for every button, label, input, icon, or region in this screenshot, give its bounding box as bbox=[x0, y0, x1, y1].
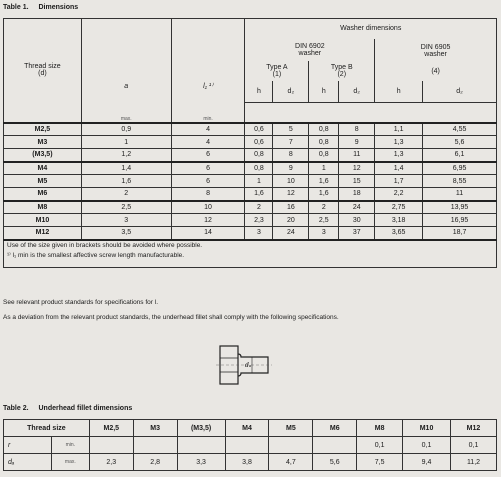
row-d2: 15 bbox=[339, 175, 375, 188]
row-h2: 1,6 bbox=[309, 188, 339, 201]
row-a: 1 bbox=[81, 136, 171, 149]
row-size: M4 bbox=[4, 162, 82, 175]
row-d3: 4,55 bbox=[423, 123, 497, 136]
row-size: (M3,5) bbox=[4, 149, 82, 162]
row-d1: 24 bbox=[273, 227, 309, 240]
t2-da-value: 4,7 bbox=[269, 454, 313, 471]
typeB-header bbox=[309, 61, 375, 81]
row-d3: 5,6 bbox=[423, 136, 497, 149]
row-h1: 0,6 bbox=[245, 136, 273, 149]
din6905-sub: washer bbox=[424, 51, 447, 58]
row-h2: 1 bbox=[309, 162, 339, 175]
row-h3: 1,4 bbox=[375, 162, 423, 175]
row-h2: 2,5 bbox=[309, 214, 339, 227]
col-l1-label: l₁ ¹⁾ bbox=[203, 82, 213, 90]
row-h2: 1,6 bbox=[309, 175, 339, 188]
row-l1: 8 bbox=[171, 188, 245, 201]
t2-r-value bbox=[177, 437, 225, 454]
h-header-a: h bbox=[245, 81, 273, 103]
row-h3: 1,7 bbox=[375, 175, 423, 188]
row-h1: 0,6 bbox=[245, 123, 273, 136]
t2-r-value bbox=[133, 437, 177, 454]
row-h2: 2 bbox=[309, 201, 339, 214]
t2-size: M8 bbox=[357, 420, 403, 437]
t2-size: M12 bbox=[450, 420, 496, 437]
t2-da-value: 9,4 bbox=[403, 454, 451, 471]
row-h2: 0,8 bbox=[309, 136, 339, 149]
d2-header-a: d₂ bbox=[273, 81, 309, 103]
row-h3: 2,75 bbox=[375, 201, 423, 214]
underhead-fillet-table bbox=[3, 419, 497, 471]
row-size: M2,5 bbox=[4, 123, 82, 136]
table1-caption bbox=[3, 4, 78, 11]
t2-size: M5 bbox=[269, 420, 313, 437]
row-h3: 1,3 bbox=[375, 149, 423, 162]
t2-da-unit: max. bbox=[51, 454, 89, 471]
table-row bbox=[4, 188, 497, 201]
row-a: 3,5 bbox=[81, 227, 171, 240]
t2-thread-size-label: Thread size bbox=[4, 420, 90, 437]
row-l1: 10 bbox=[171, 201, 245, 214]
t2-size: M10 bbox=[403, 420, 451, 437]
din6905-num: (4) bbox=[431, 68, 440, 75]
table-row bbox=[4, 454, 497, 471]
row-a: 2,5 bbox=[81, 201, 171, 214]
row-d2: 12 bbox=[339, 162, 375, 175]
t2-r-value: 0,1 bbox=[357, 437, 403, 454]
col-l1-unit: min. bbox=[203, 115, 213, 122]
row-size: M5 bbox=[4, 175, 82, 188]
typeA-header bbox=[245, 61, 309, 81]
typeB-label: Type B bbox=[330, 63, 353, 71]
row-d2: 30 bbox=[339, 214, 375, 227]
row-h1: 2 bbox=[245, 201, 273, 214]
h-header-b: h bbox=[309, 81, 339, 103]
row-l1: 6 bbox=[171, 149, 245, 162]
t2-da-value: 2,3 bbox=[89, 454, 133, 471]
t2-r-value bbox=[269, 437, 313, 454]
typeA-label: Type A bbox=[266, 63, 288, 71]
row-a: 2 bbox=[81, 188, 171, 201]
din6905-header bbox=[375, 39, 497, 81]
row-d3: 11 bbox=[423, 188, 497, 201]
row-h1: 0,8 bbox=[245, 162, 273, 175]
row-d2: 18 bbox=[339, 188, 375, 201]
table1-caption-title: Dimensions bbox=[38, 4, 79, 11]
row-h1: 1 bbox=[245, 175, 273, 188]
t2-r-symbol: r bbox=[4, 437, 52, 454]
typeB-num: (2) bbox=[337, 70, 347, 78]
t2-r-value bbox=[313, 437, 357, 454]
row-h3: 3,65 bbox=[375, 227, 423, 240]
t2-r-value bbox=[89, 437, 133, 454]
thread-size-label: Thread size bbox=[24, 63, 61, 71]
row-d3: 8,55 bbox=[423, 175, 497, 188]
bolt-fillet-figure bbox=[214, 340, 274, 390]
row-l1: 6 bbox=[171, 175, 245, 188]
table-row bbox=[4, 201, 497, 214]
d2-header-b: d₂ bbox=[339, 81, 375, 103]
row-d3: 6,95 bbox=[423, 162, 497, 175]
t2-size: M4 bbox=[225, 420, 269, 437]
row-d2: 24 bbox=[339, 201, 375, 214]
row-d1: 16 bbox=[273, 201, 309, 214]
din6902-sub: washer bbox=[298, 49, 322, 57]
table-row bbox=[4, 149, 497, 162]
t2-da-value: 2,8 bbox=[133, 454, 177, 471]
row-d3: 13,95 bbox=[423, 201, 497, 214]
t2-r-value: 0,1 bbox=[403, 437, 451, 454]
row-h3: 1,3 bbox=[375, 136, 423, 149]
table-row bbox=[4, 136, 497, 149]
row-h1: 2,3 bbox=[245, 214, 273, 227]
row-l1: 14 bbox=[171, 227, 245, 240]
row-l1: 4 bbox=[171, 136, 245, 149]
row-d1: 9 bbox=[273, 162, 309, 175]
row-l1: 4 bbox=[171, 123, 245, 136]
din6902-header bbox=[245, 39, 375, 61]
row-h1: 3 bbox=[245, 227, 273, 240]
row-size: M10 bbox=[4, 214, 82, 227]
table1-caption-num: Table 1. bbox=[3, 4, 29, 11]
row-d1: 10 bbox=[273, 175, 309, 188]
table2-header-row bbox=[4, 420, 497, 437]
t2-size: M6 bbox=[313, 420, 357, 437]
typeA-num: (1) bbox=[272, 70, 282, 78]
row-d2: 8 bbox=[339, 123, 375, 136]
table2-caption-title: Underhead fillet dimensions bbox=[38, 405, 133, 412]
row-d2: 37 bbox=[339, 227, 375, 240]
row-h2: 0,8 bbox=[309, 149, 339, 162]
h-header-c: h bbox=[375, 81, 423, 103]
table-row bbox=[4, 175, 497, 188]
t2-da-value: 5,6 bbox=[313, 454, 357, 471]
row-d1: 5 bbox=[273, 123, 309, 136]
t2-da-symbol: dₐ bbox=[4, 454, 52, 471]
row-h1: 0,8 bbox=[245, 149, 273, 162]
col-a-header bbox=[81, 19, 171, 123]
washer-dimensions-header: Washer dimensions bbox=[245, 19, 497, 39]
row-d3: 16,95 bbox=[423, 214, 497, 227]
col-l1-header bbox=[171, 19, 245, 123]
row-size: M8 bbox=[4, 201, 82, 214]
row-a: 1,6 bbox=[81, 175, 171, 188]
row-h3: 2,2 bbox=[375, 188, 423, 201]
t2-r-unit: min. bbox=[51, 437, 89, 454]
col-a-unit: max. bbox=[120, 115, 132, 122]
row-d1: 8 bbox=[273, 149, 309, 162]
t2-da-value: 11,2 bbox=[450, 454, 496, 471]
row-h1: 1,6 bbox=[245, 188, 273, 201]
table2-caption-num: Table 2. bbox=[3, 405, 29, 412]
dimensions-table bbox=[3, 18, 497, 268]
t2-da-value: 7,5 bbox=[357, 454, 403, 471]
para-deviation: As a deviation from the relevant product standards, the underhead fillet shall comply with the following specifications. bbox=[3, 314, 339, 321]
thread-size-symbol: (d) bbox=[38, 70, 47, 78]
t2-size: M3 bbox=[133, 420, 177, 437]
row-d3: 18,7 bbox=[423, 227, 497, 240]
thread-size-header bbox=[4, 19, 82, 123]
para-see-standards: See relevant product standards for specifications for l. bbox=[3, 299, 158, 306]
row-d1: 20 bbox=[273, 214, 309, 227]
row-d2: 9 bbox=[339, 136, 375, 149]
row-d3: 6,1 bbox=[423, 149, 497, 162]
row-a: 3 bbox=[81, 214, 171, 227]
din6905-label: DIN 6905 bbox=[420, 44, 451, 51]
din6902-label: DIN 6902 bbox=[295, 42, 325, 50]
d2-header-c: d₂ bbox=[423, 81, 497, 103]
row-h3: 1,1 bbox=[375, 123, 423, 136]
t2-r-value: 0,1 bbox=[450, 437, 496, 454]
row-h2: 3 bbox=[309, 227, 339, 240]
table-row bbox=[4, 214, 497, 227]
t2-da-value: 3,8 bbox=[225, 454, 269, 471]
t2-r-value bbox=[225, 437, 269, 454]
note-brackets: Use of the size given in brackets should be avoided where possible. bbox=[7, 241, 203, 249]
row-a: 1,4 bbox=[81, 162, 171, 175]
row-l1: 6 bbox=[171, 162, 245, 175]
note-l1min: ¹⁾ l₁ min is the smallest affective screw length manufacturable. bbox=[7, 251, 185, 259]
row-d1: 7 bbox=[273, 136, 309, 149]
row-l1: 12 bbox=[171, 214, 245, 227]
table2-caption bbox=[3, 405, 132, 412]
t2-size: M2,5 bbox=[89, 420, 133, 437]
table-row bbox=[4, 227, 497, 240]
fig-label-da: dₐ bbox=[245, 362, 252, 369]
t2-da-value: 3,3 bbox=[177, 454, 225, 471]
row-size: M6 bbox=[4, 188, 82, 201]
row-a: 1,2 bbox=[81, 149, 171, 162]
table-row bbox=[4, 123, 497, 136]
table-row bbox=[4, 437, 497, 454]
table-row bbox=[4, 162, 497, 175]
row-a: 0,9 bbox=[81, 123, 171, 136]
row-size: M12 bbox=[4, 227, 82, 240]
t2-size: (M3,5) bbox=[177, 420, 225, 437]
table1-notes bbox=[4, 240, 497, 268]
row-size: M3 bbox=[4, 136, 82, 149]
row-d2: 11 bbox=[339, 149, 375, 162]
row-h3: 3,18 bbox=[375, 214, 423, 227]
col-a-label: a bbox=[124, 82, 129, 90]
row-h2: 0,8 bbox=[309, 123, 339, 136]
row-d1: 12 bbox=[273, 188, 309, 201]
